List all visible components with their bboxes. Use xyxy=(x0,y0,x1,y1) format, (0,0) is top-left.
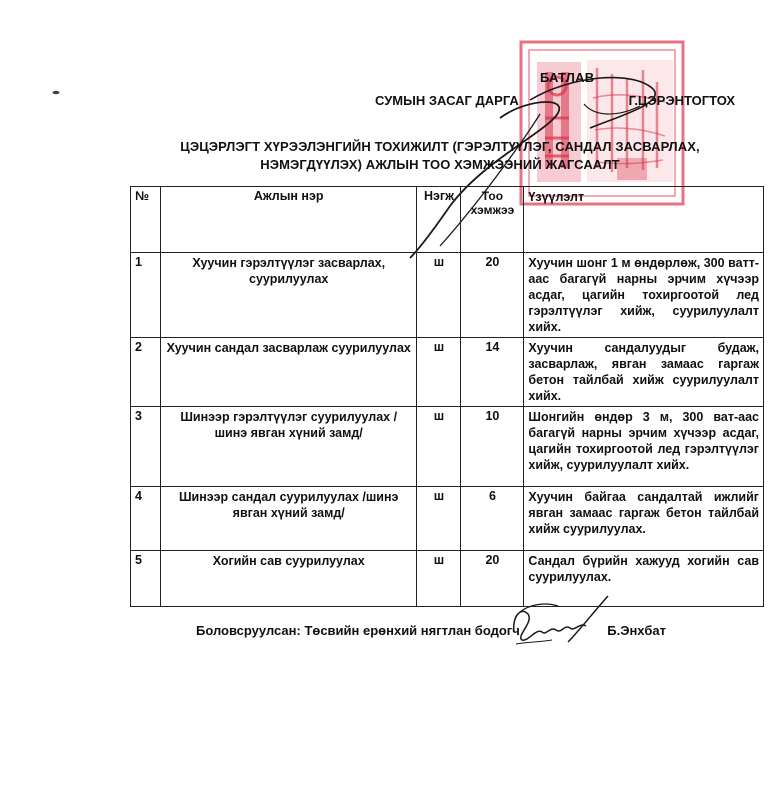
approver-line xyxy=(375,93,735,108)
document-title: ЦЭЦЭРЛЭГТ ХҮРЭЭЛЭНГИЙН ТОХИЖИЛТ (ГЭРЭЛТҮҮЛЭГ, САНДАЛ ЗАСВАРЛАХ, НЭМЭГДҮҮЛЭХ) АЖЛЫН ТОО ХЭМЖЭЭНИЙ ЖАГСААЛТ xyxy=(180,139,700,172)
row-unit: ш xyxy=(417,487,461,551)
official-stamp xyxy=(517,38,687,208)
row-name: Шинээр сандал суурилуулах /шинэ явган хүний замд/ xyxy=(160,487,416,551)
row-note: Шонгийн өндөр 3 м, 300 ват-аас багагүй нарны эрчим хүчээр асдаг, цагийн тохиргоотой лед гэрэлтүүлэг хийж, суурилуулалт хийх. xyxy=(524,407,764,487)
row-qty: 10 xyxy=(461,407,524,487)
row-no: 5 xyxy=(131,551,161,607)
row-no: 2 xyxy=(131,338,161,407)
ink-speck xyxy=(52,90,60,95)
row-unit: ш xyxy=(417,407,461,487)
footer-line xyxy=(196,623,666,638)
preparer-name: Б.Энхбат xyxy=(607,623,666,638)
table-row xyxy=(131,338,764,407)
table-header-row xyxy=(131,187,764,253)
row-note: Хуучин сандалуудыг будаж, засварлаж, явган замаас гаргаж бетон тайлбай хийж суурилуулалт хийх. xyxy=(524,338,764,407)
works-table xyxy=(130,186,764,607)
table-row xyxy=(131,487,764,551)
row-no: 1 xyxy=(131,253,161,338)
row-qty: 14 xyxy=(461,338,524,407)
row-unit: ш xyxy=(417,551,461,607)
row-note: Хуучин шонг 1 м өндөрлөж, 300 ватт-аас багагүй нарны эрчим хүчээр асдаг, цагийн тохиргоотой лед гэрэлтүүлэг хийж, суурилуулалт хийх. xyxy=(524,253,764,338)
approver-position: СУМЫН ЗАСАГ ДАРГА xyxy=(375,93,519,108)
header-note: Үзүүлэлт xyxy=(524,187,764,253)
prepared-by-label: Боловсруулсан: Төсвийн ерөнхий нягтлан бодогч xyxy=(196,623,520,638)
row-qty: 20 xyxy=(461,253,524,338)
table-row xyxy=(131,253,764,338)
approve-word: БАТЛАВ xyxy=(540,70,595,85)
header-qty: Тоо хэмжээ xyxy=(461,187,524,253)
table-row xyxy=(131,407,764,487)
table-row xyxy=(131,551,764,607)
header-no: № xyxy=(131,187,161,253)
row-no: 4 xyxy=(131,487,161,551)
row-name: Хуучин сандал засварлаж суурилуулах xyxy=(160,338,416,407)
row-unit: ш xyxy=(417,253,461,338)
row-note: Хуучин байгаа сандалтай ижлийг явган замаас гаргаж бетон тайлбай хийж суурилуулах. xyxy=(524,487,764,551)
header-unit: Нэгж xyxy=(417,187,461,253)
approver-name: Г.ЦЭРЭНТОГТОХ xyxy=(628,93,735,108)
row-name: Хогийн сав суурилуулах xyxy=(160,551,416,607)
header-name: Ажлын нэр xyxy=(160,187,416,253)
row-name: Хуучин гэрэлтүүлэг засварлах, суурилуулах xyxy=(160,253,416,338)
row-no: 3 xyxy=(131,407,161,487)
row-note: Сандал бүрийн хажууд хогийн сав суурилуулах. xyxy=(524,551,764,607)
row-name: Шинээр гэрэлтүүлэг суурилуулах /шинэ явган хүний замд/ xyxy=(160,407,416,487)
row-qty: 20 xyxy=(461,551,524,607)
row-qty: 6 xyxy=(461,487,524,551)
row-unit: ш xyxy=(417,338,461,407)
